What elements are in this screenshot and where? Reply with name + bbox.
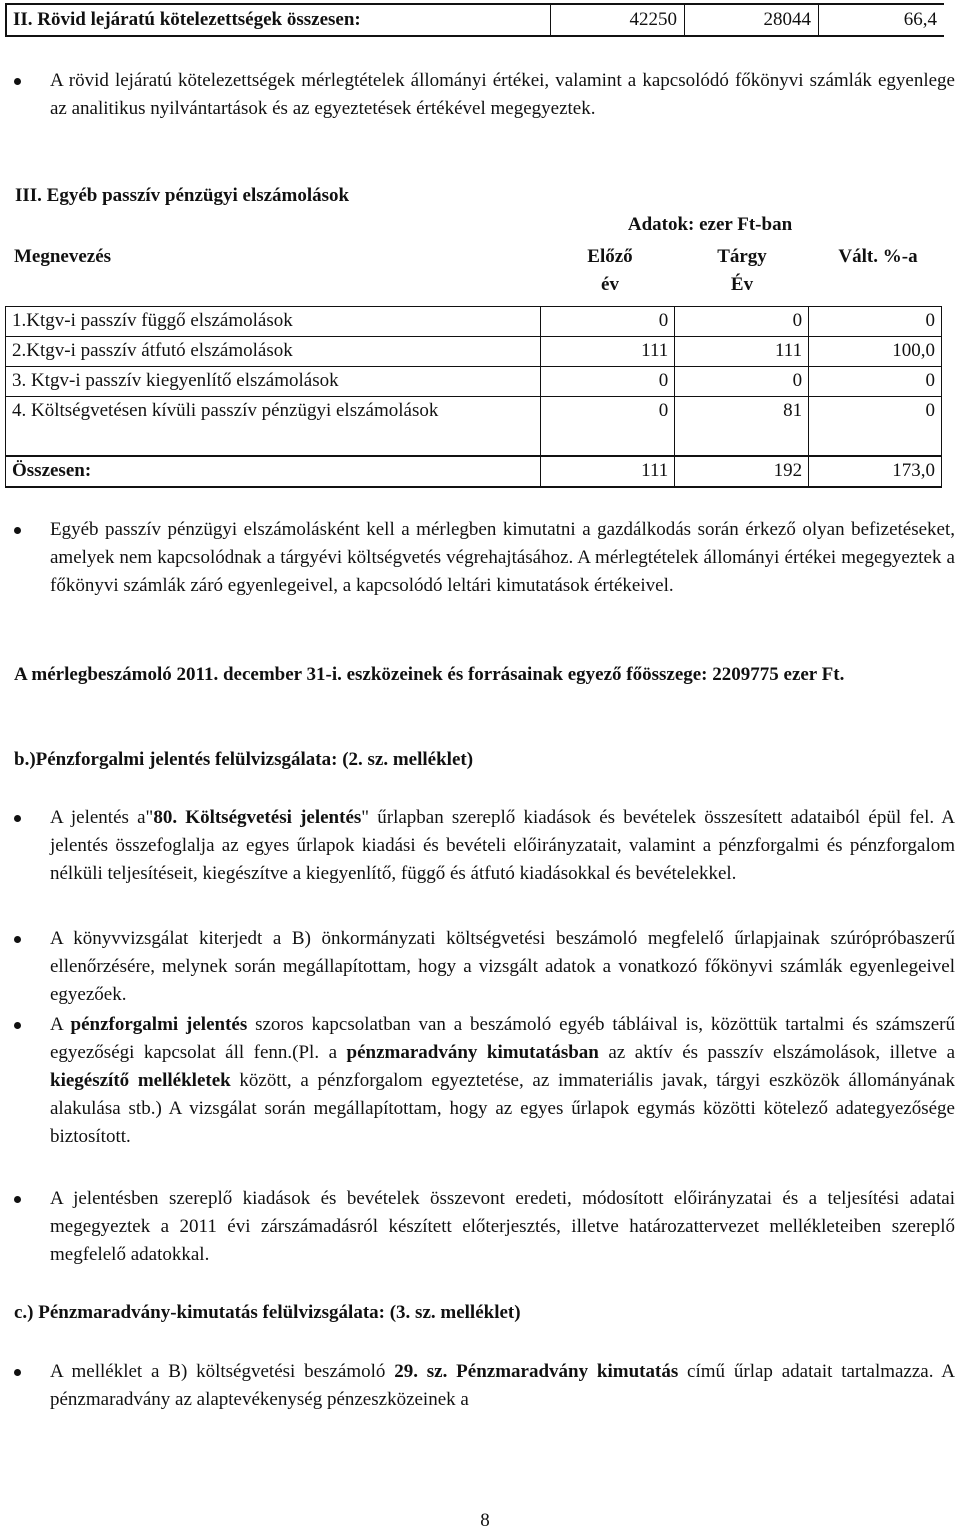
row-curr: 81 (675, 397, 809, 457)
column-divider (550, 5, 551, 35)
text-run: című űrlap adatait tartalmazza. A pénzmaradvány az alaptevékenység pénzeszközeinek a (50, 1361, 955, 1410)
row-name: 2.Ktgv-i passzív átfutó elszámolások (6, 337, 541, 367)
emphasis: kiegészítő mellékletek (50, 1070, 231, 1091)
row-curr: 111 (675, 337, 809, 367)
row-pct: 0 (809, 367, 942, 397)
column-header-prev (570, 243, 650, 299)
column-header-prev-line1: Előző (587, 246, 633, 267)
unit-label: Adatok: ezer Ft-ban (627, 214, 793, 235)
section-b-title: b.)Pénzforgalmi jelentés felülvizsgálata: (2. sz. melléklet) (14, 749, 474, 770)
column-header-prev-line2: év (601, 274, 619, 295)
section-ii-note: A rövid lejáratú kötelezettségek mérlegtételek állományi értékei, valamint a kapcsolódó főkönyvi számlák egyenlege az analitikus nyilvántartások és az egyeztetések értékével megegyeztek. (50, 70, 955, 119)
row-pct: 0 (809, 397, 942, 457)
section-iii-title: III. Egyéb passzív pénzügyi elszámolások (15, 185, 350, 206)
total-prev: 111 (541, 456, 675, 487)
column-header-name: Megnevezés (14, 246, 112, 267)
text-run: szoros kapcsolatban van a beszámoló egyéb tábláival is, közöttük tartalmi és számszerű egyezőségi kapcsolat áll fenn.(Pl. a (50, 1014, 955, 1063)
column-header-curr (702, 243, 782, 299)
column-divider (818, 5, 819, 35)
bullet-icon (14, 78, 21, 85)
section-c-paragraph-1 (50, 1358, 955, 1414)
row-prev: 0 (541, 307, 675, 337)
section-ii-label: II. Rövid lejáratú kötelezettségek összesen: (13, 9, 361, 30)
section-ii-value-prev: 42250 (629, 9, 677, 30)
form-name: 29. sz. Pénzmaradvány kimutatás (394, 1361, 679, 1382)
row-prev: 111 (541, 337, 675, 367)
total-pct: 173,0 (809, 456, 942, 487)
section-iii-note: Egyéb passzív pénzügyi elszámolásként kell a mérlegben kimutatni a gazdálkodás során érkező olyan befizetéseket, amelyek nem kapcsolódnak a tárgyévi költségvetés végrehajtásához. A mérlegtételek állományi értékei megegyeztek a főkönyvi számlák záró egyenlegeivel, a kapcsolódó leltári kimutatások értékeivel. (50, 519, 955, 596)
total-curr: 192 (675, 456, 809, 487)
row-prev: 0 (541, 367, 675, 397)
section-ii-value-curr: 28044 (763, 9, 811, 30)
row-name: 1.Ktgv-i passzív függő elszámolások (6, 307, 541, 337)
bullet-icon (14, 936, 21, 943)
text-run: A jelentés a" (50, 807, 154, 828)
section-b-paragraph-1 (50, 804, 955, 888)
column-header-curr-line1: Tárgy (717, 246, 767, 267)
row-prev: 0 (541, 397, 675, 457)
text-run: között, a pénzforgalom egyeztetése, az immateriális javak, tárgyi eszközök állományának alakulása stb.) A vizsgálat során megállapítottam, hogy az egyes űrlapok egymás közötti kötelező adategyezősége biztosított. (50, 1070, 955, 1147)
total-name: Összesen: (6, 456, 541, 487)
column-header-curr-line2: Év (730, 274, 754, 295)
table-row (6, 307, 942, 337)
bullet-icon (14, 527, 21, 534)
row-name: 4. Költségvetésen kívüli passzív pénzügyi elszámolások (6, 397, 541, 457)
row-curr: 0 (675, 367, 809, 397)
report-name: 80. Költségvetési jelentés (153, 807, 362, 828)
table-row (6, 367, 942, 397)
table-row (6, 397, 942, 457)
page-number: 8 (480, 1510, 490, 1531)
column-divider (684, 5, 685, 35)
section-c-title: c.) Pénzmaradvány-kimutatás felülvizsgálata: (3. sz. melléklet) (14, 1302, 521, 1323)
section-ii-summary-row (5, 3, 944, 37)
section-b-paragraph-2: A könyvvizsgálat kiterjedt a B) önkormányzati költségvetési beszámoló megfelelő űrlapjainak szúrópróbaszerű ellenőrzésére, melynek során megállapítottam, hogy a vizsgált adatok a vonatkozó főkönyvi számlák egyenlegeivel egyezőek. (50, 928, 955, 1005)
emphasis: pénzforgalmi jelentés (70, 1014, 248, 1035)
row-curr: 0 (675, 307, 809, 337)
section-b-paragraph-3 (50, 1011, 955, 1151)
table-total-row (6, 456, 942, 487)
bullet-icon (14, 1196, 21, 1203)
emphasis: pénzmaradvány kimutatásban (346, 1042, 599, 1063)
balance-statement: A mérlegbeszámoló 2011. december 31-i. eszközeinek és forrásainak egyező főösszege: 2209775 ezer Ft. (14, 664, 845, 685)
section-iii-table (5, 306, 942, 488)
section-b-paragraph-4: A jelentésben szereplő kiadások és bevételek összevont eredeti, módosított előirányzatai és a teljesítési adatai megegyeztek a 2011 évi zárszámadásról készített előterjesztés, illetve határozattervezet mellékleteiben szereplő megfelelő adatokkal. (50, 1188, 955, 1265)
row-name: 3. Ktgv-i passzív kiegyenlítő elszámolások (6, 367, 541, 397)
row-pct: 100,0 (809, 337, 942, 367)
text-run: " űrlapban szereplő kiadások és bevételek összesített adataiból épül fel. A jelentés összefoglalja az egyes űrlapok kiadási és bevételi előirányzatait, valamint a pénzforgalmi és pénzforgalom nélküli teljesítéseit, kiegészítve a kiegyenlítő, függő és átfutó kiadásokkal és bevételekkel. (50, 807, 955, 884)
bullet-icon (14, 1369, 21, 1376)
bullet-icon (14, 1022, 21, 1029)
text-run: A melléklet a B) költségvetési beszámoló (50, 1361, 395, 1382)
section-ii-value-pct: 66,4 (903, 9, 937, 30)
row-pct: 0 (809, 307, 942, 337)
text-run: az aktív és passzív elszámolások, illetve a (598, 1042, 956, 1063)
column-header-pct: Vált. %-a (838, 246, 918, 267)
text-run: A (50, 1014, 71, 1035)
table-row (6, 337, 942, 367)
bullet-icon (14, 815, 21, 822)
